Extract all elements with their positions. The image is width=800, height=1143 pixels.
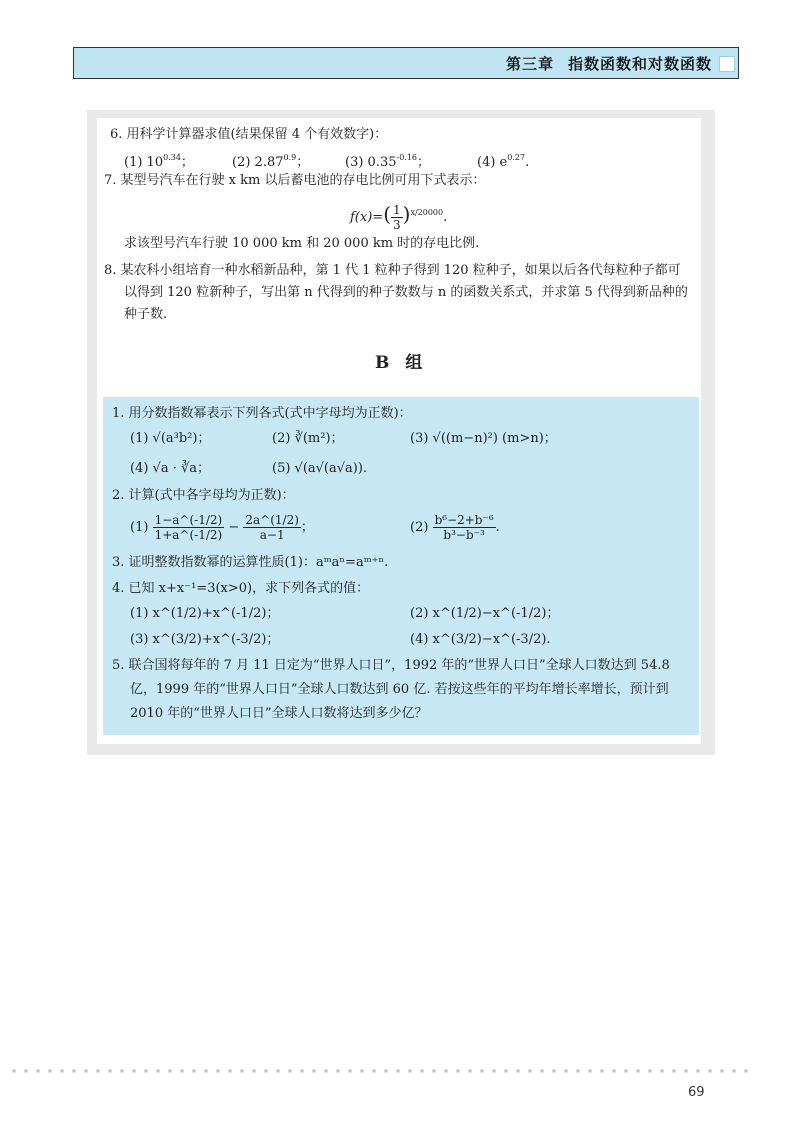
page-number: 69 [688, 1085, 705, 1100]
q8-line-1: 8. 某农科小组培育一种水稻新品种，第 1 代 1 粒种子得到 120 粒种子，如果以后各代每粒种子都可 [104, 263, 681, 278]
chapter-header [73, 47, 739, 79]
q7-question: 求该型号汽车行驶 10 000 km 和 20 000 km 时的存电比例. [124, 236, 480, 251]
b4-item-3: (3) x^(3/2)+x^(-3/2)； [130, 632, 280, 647]
b4-item-2: (2) x^(1/2)−x^(-1/2)； [410, 606, 560, 621]
b5-line-3: 2010 年的“世界人口日”全球人口数将达到多少亿？ [130, 706, 428, 721]
chapter-title: 指数函数和对数函数 [567, 55, 712, 73]
b1-item-2: (2) ∛(m²)； [272, 431, 344, 446]
b4-item-1: (1) x^(1/2)+x^(-1/2)； [130, 606, 280, 621]
q7-formula: f(x)=( $\frac{1}{3}$ )$^{x/20000}$. [350, 202, 448, 232]
b4-item-4: (4) x^(3/2)−x^(-3/2). [410, 632, 551, 647]
b2-part-2: (2) $\frac{\text{b⁶−2+b⁻⁶}}{\text{b³−b⁻³}}$ . [410, 513, 500, 542]
b4-stem: 4. 已知 x+x⁻¹=3(x>0)，求下列各式的值： [112, 581, 370, 596]
chapter-heading [506, 53, 712, 74]
q6-item-2: (2) $2.87^{0.9}$； [232, 153, 310, 170]
q8-line-3: 种子数. [124, 307, 168, 322]
q6-stem: 6. 用科学计算器求值(结果保留 4 个有效数字)： [110, 127, 388, 142]
chapter-number: 第三章 [505, 55, 554, 73]
section-b-title: B组 [375, 353, 439, 373]
q6-item-4: (4) $e^{0.27}$. [477, 153, 530, 170]
b5-line-1: 5. 联合国将每年的 7 月 11 日定为“世界人口日”，1992 年的“世界人口日”全球人口数达到 54.8 [112, 658, 670, 673]
b2-stem: 2. 计算(式中各字母均为正数)： [112, 488, 295, 503]
q6-item-3: (3) $0.35^{-0.16}$； [345, 153, 431, 170]
header-square-icon [719, 56, 735, 72]
q8-line-2: 以得到 120 粒新种子，写出第 n 代得到的种子数数与 n 的函数关系式，并求第 5 代得到新品种的 [124, 285, 688, 300]
b5-line-2: 亿，1999 年的“世界人口日”全球人口数达到 60 亿. 若按这些年的平均年增长率增长，预计到 [130, 682, 669, 697]
footer-dotted-rule [8, 1068, 753, 1074]
b2-part-1: (1) $\frac{1-a\^{}(-1/2)}{1+a\^{}(-1/2)}$ − $\frac{2a\^{}(1/2)}{a-1}$ ； [130, 513, 314, 542]
b1-stem: 1. 用分数指数幂表示下列各式(式中字母均为正数)： [112, 406, 412, 421]
b3-text: 3. 证明整数指数幂的运算性质(1)：aᵐaⁿ=aᵐ⁺ⁿ. [112, 555, 389, 570]
b1-item-5: (5) √(a√(a√a)). [272, 461, 368, 476]
b1-item-3: (3) √((m−n)²) (m>n)； [410, 431, 557, 446]
b1-item-1: (1) √(a³b²)； [130, 431, 211, 446]
b1-item-4: (4) √a · ∛a； [130, 461, 211, 476]
q7-stem: 7. 某型号汽车在行驶 x km 以后蓄电池的存电比例可用下式表示： [104, 173, 486, 188]
q6-item-1: (1) $10^{0.34}$； [124, 153, 194, 170]
